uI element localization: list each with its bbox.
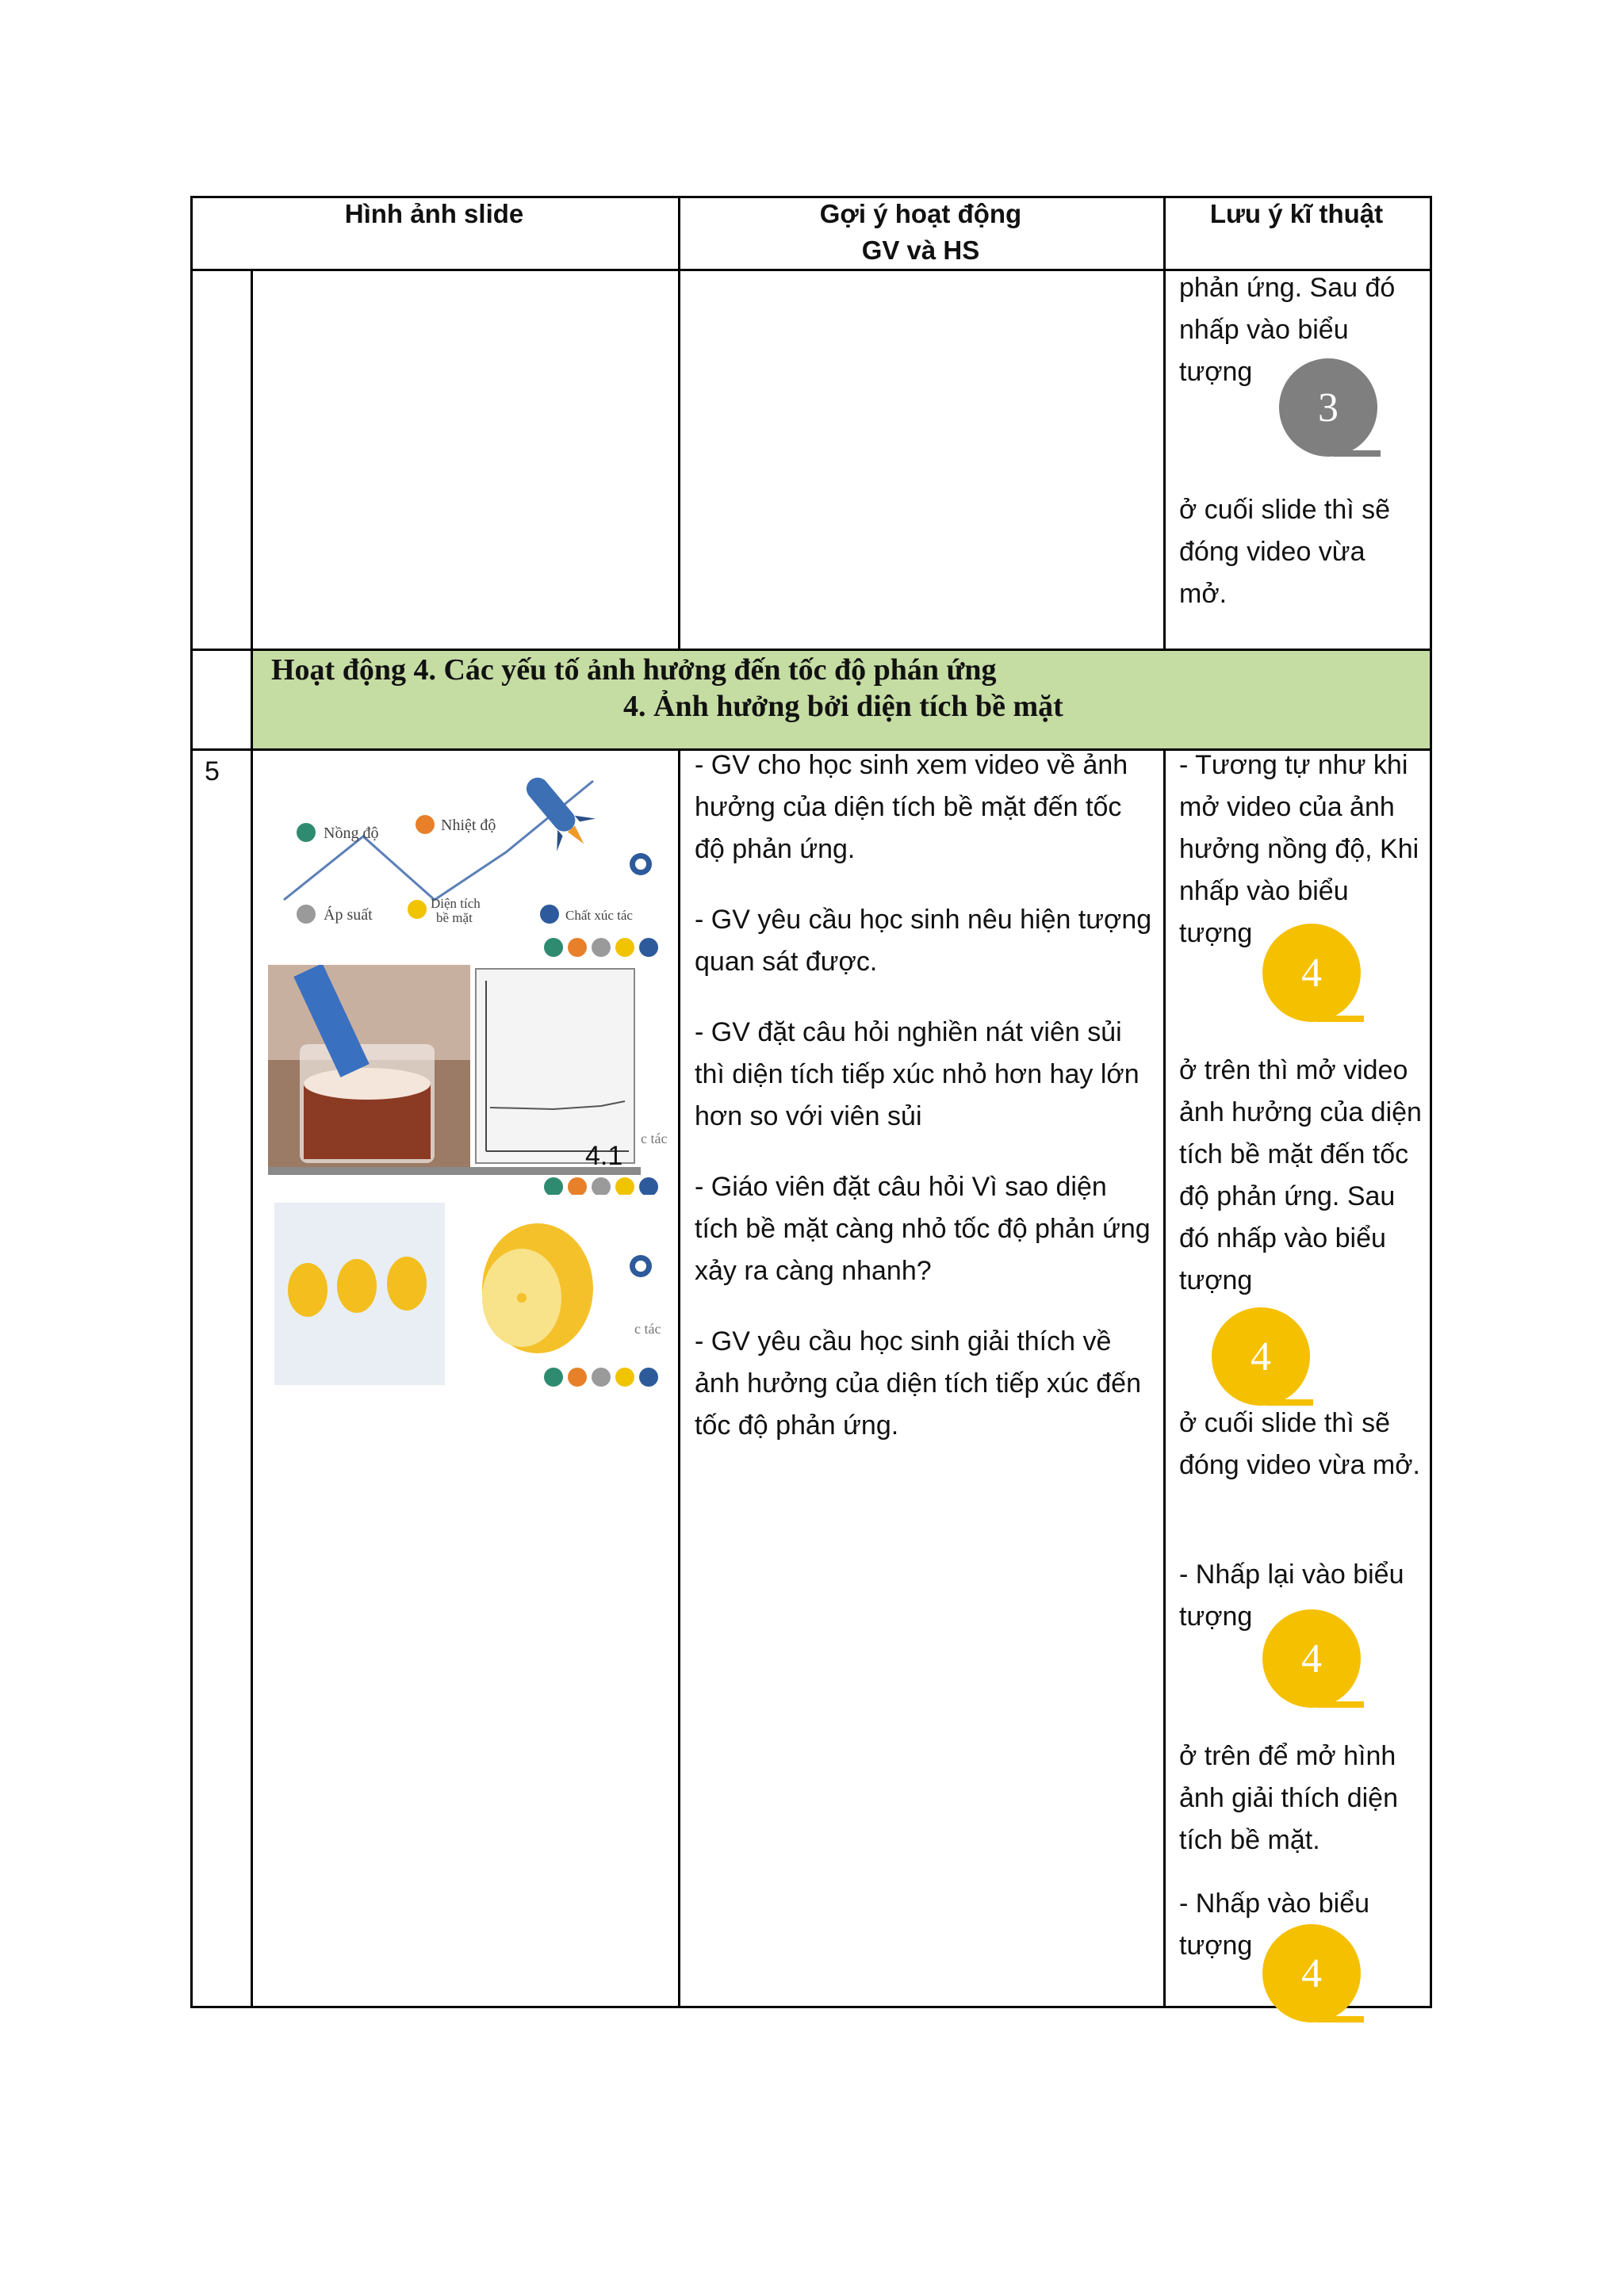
header-technical-notes: Lưu ý kĩ thuật (1209, 199, 1384, 228)
slide-badge-4-icon[interactable]: 4 (1262, 924, 1361, 1022)
activity-item: - GV cho học sinh xem video về ảnh hưởng của diện tích bề mặt đến tốc độ phản ứng. (695, 750, 1128, 864)
svg-text:Áp suất: Áp suất (324, 906, 373, 924)
slide-thumbnail-video (268, 965, 668, 1195)
slide-badge-3-icon[interactable]: 3 (1279, 358, 1377, 457)
notes-text: - Nhấp lại vào biểu tượng (1179, 1559, 1404, 1632)
header-slide-image: Hình ảnh slide (344, 199, 524, 228)
lesson-table (190, 196, 1432, 2008)
notes-text: ở cuối slide thì sẽ đóng video vừa mở. (1179, 1408, 1420, 1480)
svg-text:4.1: 4.1 (585, 1141, 623, 1171)
row-number: 5 (205, 756, 220, 786)
svg-text:Diện tích: Diện tích (431, 896, 481, 911)
slide-badge-4-icon[interactable]: 4 (1262, 1609, 1361, 1708)
slide-thumbnail-lemons (268, 1195, 668, 1393)
notes-text: phản ứng. Sau đó nhấp vào biểu tượng (1179, 273, 1396, 387)
svg-text:Chất xúc tác: Chất xúc tác (565, 908, 633, 923)
notes-text: ở trên thì mở video ảnh hưởng của diện tích bề mặt đến tốc độ phản ứng. Sau đó nhấp vào biểu tượng (1179, 1055, 1422, 1295)
header-activity-line1: Gợi ý hoạt động (819, 199, 1022, 228)
activity-title: Hoạt động 4. Các yếu tố ảnh hưởng đến tốc độ phán ứng (271, 653, 997, 687)
slide-badge-4-icon[interactable]: 4 (1212, 1307, 1310, 1406)
slide-badge-4-icon[interactable]: 4 (1262, 1924, 1361, 2022)
activity-item: - Giáo viên đặt câu hỏi Vì sao diện tích bề mặt càng nhỏ tốc độ phản ứng xảy ra càng nhanh? (695, 1172, 1151, 1286)
activity-suggestions (695, 744, 1155, 1475)
svg-text:c tác: c tác (634, 1321, 661, 1337)
svg-text:Nồng độ: Nồng độ (324, 825, 379, 842)
header-activity-line2: GV và HS (861, 235, 980, 265)
svg-text:c tác: c tác (641, 1131, 668, 1146)
notes-text: - Nhấp vào biểu tượng (1179, 1888, 1370, 1961)
activity-item: - GV đặt câu hỏi nghiền nát viên sủi thì diện tích tiếp xúc nhỏ hơn hay lớn hơn so với viên sủi (695, 1017, 1139, 1131)
notes-text: ở trên để mở hình ảnh giải thích diện tích bề mặt. (1179, 1741, 1398, 1855)
svg-text:bề mặt: bề mặt (436, 910, 473, 925)
notes-text: ở cuối slide thì sẽ đóng video vừa mở. (1179, 495, 1391, 609)
activity-item: - GV yêu cầu học sinh giải thích về ảnh hưởng của diện tích tiếp xúc đến tốc độ phản ứng. (695, 1326, 1141, 1441)
activity-subtitle: 4. Ảnh hưởng bởi diện tích bề mặt (623, 690, 1063, 723)
activity-item: - GV yêu cầu học sinh nêu hiện tượng quan sát được. (695, 905, 1152, 977)
svg-text:Nhiệt độ: Nhiệt độ (441, 817, 496, 834)
notes-text: - Tương tự như khi mở video của ảnh hưởng nồng độ, Khi nhấp vào biểu tượng (1179, 750, 1419, 948)
